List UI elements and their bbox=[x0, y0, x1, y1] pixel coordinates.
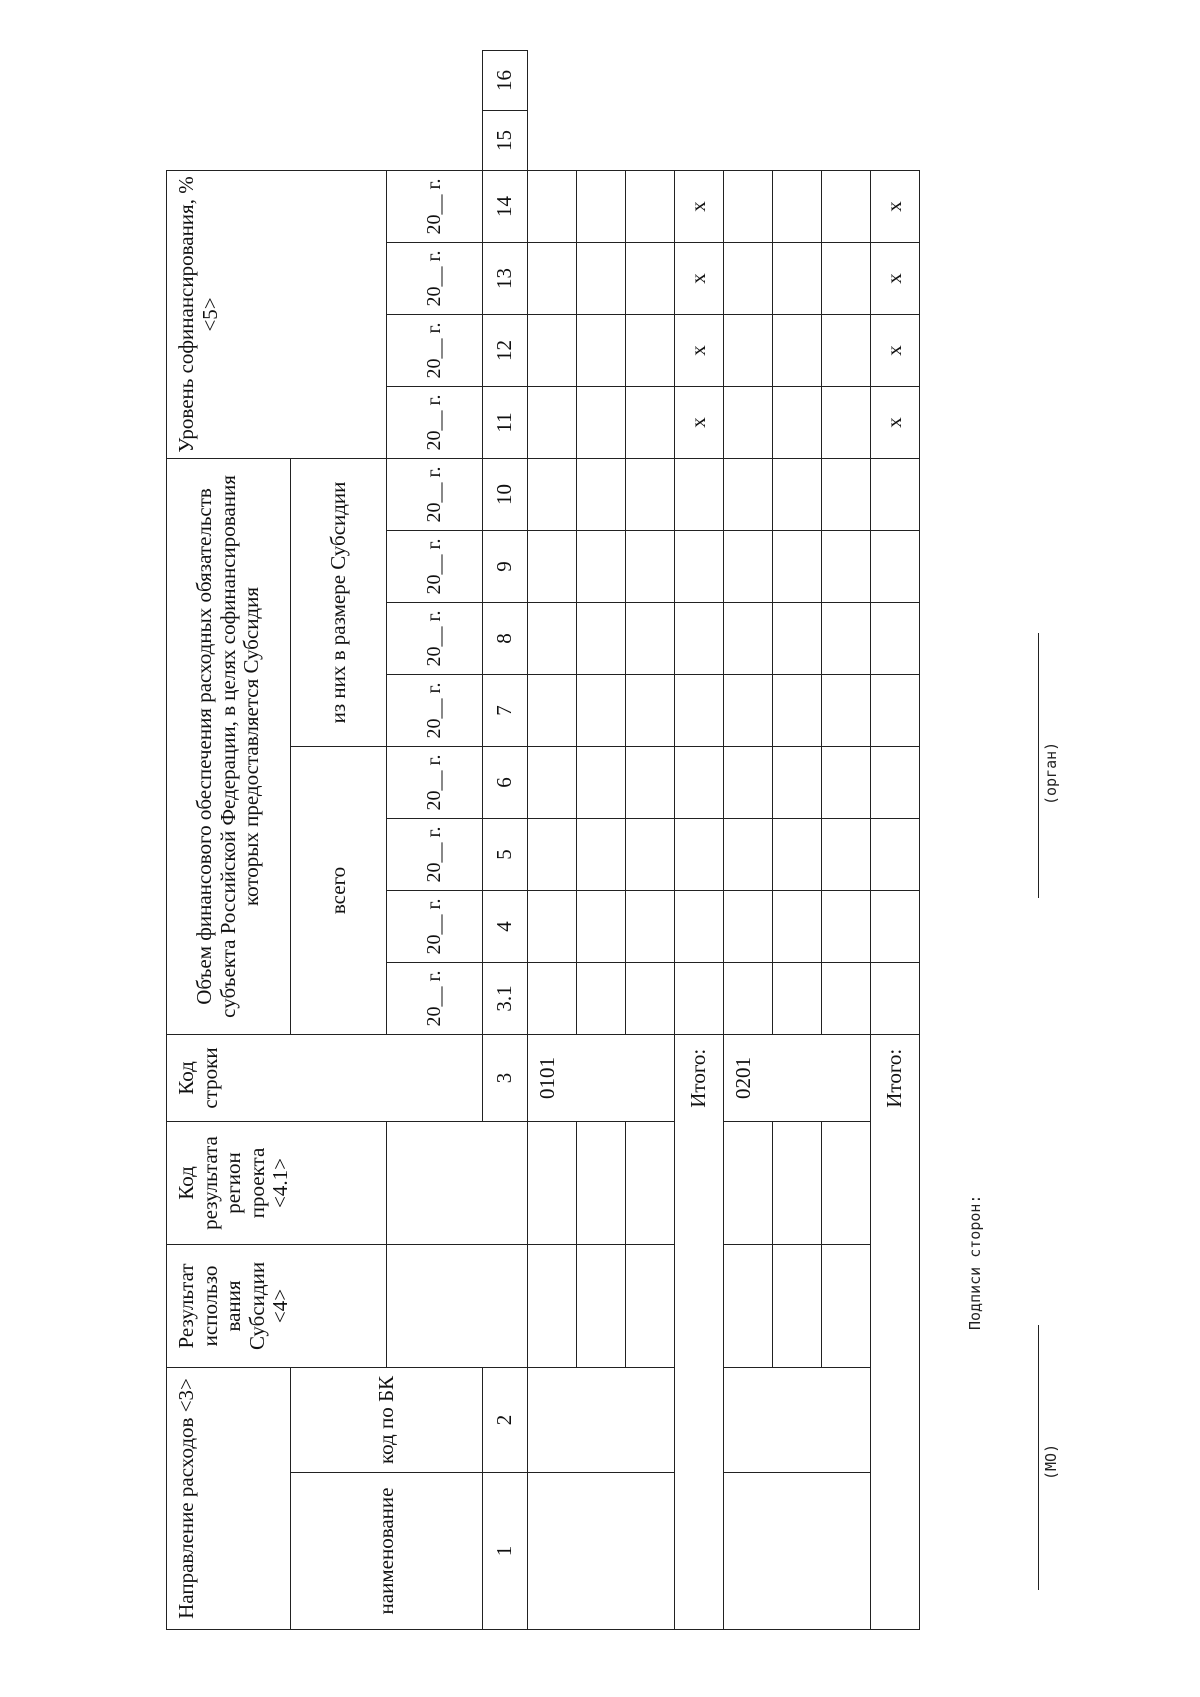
year-cell: 20__ г. bbox=[387, 386, 483, 458]
year-cell: 20__ г. bbox=[387, 458, 483, 530]
column-number: 7 bbox=[483, 674, 528, 746]
table-cell[interactable] bbox=[871, 746, 920, 818]
table-cell[interactable] bbox=[675, 674, 724, 746]
table-row bbox=[724, 51, 773, 1630]
table-cell[interactable] bbox=[822, 962, 871, 1034]
column-number: 4 bbox=[483, 890, 528, 962]
table-cell[interactable] bbox=[528, 602, 577, 674]
table-cell[interactable] bbox=[528, 170, 577, 242]
table-cell[interactable] bbox=[626, 962, 675, 1034]
table-cell[interactable] bbox=[626, 314, 675, 386]
na-mark: х bbox=[871, 314, 920, 386]
table-cell[interactable] bbox=[822, 818, 871, 890]
table-cell[interactable] bbox=[822, 1121, 871, 1244]
table-cell[interactable] bbox=[577, 314, 626, 386]
na-mark: х bbox=[871, 242, 920, 314]
table-cell[interactable] bbox=[724, 242, 773, 314]
table-cell[interactable] bbox=[528, 746, 577, 818]
column-number: 8 bbox=[483, 602, 528, 674]
table-cell[interactable] bbox=[871, 818, 920, 890]
table-cell[interactable] bbox=[626, 242, 675, 314]
table-cell[interactable] bbox=[822, 386, 871, 458]
table-cell[interactable] bbox=[626, 890, 675, 962]
table-cell[interactable] bbox=[675, 890, 724, 962]
table-cell[interactable] bbox=[822, 458, 871, 530]
column-number: 5 bbox=[483, 818, 528, 890]
year-cell: 20__ г. bbox=[387, 530, 483, 602]
cofinancing-table bbox=[166, 50, 920, 1630]
table-cell[interactable] bbox=[577, 674, 626, 746]
table-cell[interactable] bbox=[773, 530, 822, 602]
table-cell[interactable] bbox=[724, 170, 773, 242]
table-cell[interactable] bbox=[724, 818, 773, 890]
table-cell[interactable] bbox=[577, 458, 626, 530]
table-cell[interactable] bbox=[528, 458, 577, 530]
table-cell[interactable] bbox=[528, 962, 577, 1034]
total-label: Итого: bbox=[871, 1034, 920, 1121]
na-mark: х bbox=[871, 170, 920, 242]
table-cell[interactable] bbox=[577, 602, 626, 674]
table-cell[interactable] bbox=[822, 746, 871, 818]
na-mark: х bbox=[675, 170, 724, 242]
table-cell[interactable] bbox=[822, 530, 871, 602]
table-cell[interactable] bbox=[773, 674, 822, 746]
header-volume: Объем финансового обеспечения расходных обязательств субъекта Российской Федерации, в целях софинансирования которых предоставляется Субсидия bbox=[167, 458, 291, 1034]
table-cell[interactable] bbox=[773, 386, 822, 458]
signature-line-organ[interactable] bbox=[1038, 633, 1039, 898]
table-cell[interactable] bbox=[822, 1244, 871, 1367]
year-cell: 20__ г. bbox=[387, 242, 483, 314]
column-number: 3.1 bbox=[483, 962, 528, 1034]
table-cell[interactable] bbox=[577, 530, 626, 602]
table-cell[interactable] bbox=[528, 1121, 577, 1244]
signatures-title: Подписи сторон: bbox=[966, 1194, 984, 1330]
table-cell[interactable] bbox=[724, 602, 773, 674]
table-cell[interactable] bbox=[577, 170, 626, 242]
table-cell[interactable] bbox=[724, 746, 773, 818]
table-cell[interactable] bbox=[724, 1244, 773, 1367]
rotated-form bbox=[166, 40, 1060, 1630]
total-label: Итого: bbox=[675, 1034, 724, 1121]
table-cell[interactable] bbox=[773, 458, 822, 530]
table-cell[interactable] bbox=[626, 818, 675, 890]
table-cell[interactable] bbox=[871, 674, 920, 746]
table-cell[interactable] bbox=[724, 458, 773, 530]
table-cell[interactable] bbox=[626, 746, 675, 818]
table-cell[interactable] bbox=[577, 386, 626, 458]
year-cell: 20__ г. bbox=[387, 818, 483, 890]
total-row bbox=[871, 51, 920, 1630]
table-cell[interactable] bbox=[675, 818, 724, 890]
table-cell[interactable] bbox=[577, 746, 626, 818]
table-cell[interactable] bbox=[626, 170, 675, 242]
table-row bbox=[528, 51, 577, 1630]
table-cell[interactable] bbox=[773, 170, 822, 242]
table-cell[interactable] bbox=[773, 242, 822, 314]
table-cell[interactable] bbox=[724, 1473, 871, 1630]
table-cell[interactable] bbox=[528, 314, 577, 386]
column-number: 2 bbox=[483, 1367, 528, 1472]
table-cell[interactable] bbox=[528, 530, 577, 602]
table-cell[interactable] bbox=[724, 674, 773, 746]
table-cell[interactable] bbox=[773, 746, 822, 818]
line-code-cell: 0201 bbox=[724, 1034, 871, 1121]
table-cell[interactable] bbox=[773, 1121, 822, 1244]
table-cell[interactable] bbox=[822, 170, 871, 242]
table-cell[interactable] bbox=[773, 818, 822, 890]
year-cell: 20__ г. bbox=[387, 674, 483, 746]
table-cell[interactable] bbox=[871, 530, 920, 602]
total-row bbox=[675, 51, 724, 1630]
table-cell[interactable] bbox=[773, 314, 822, 386]
header-result-code: Код результата регион проекта <4.1> bbox=[167, 1121, 387, 1244]
table-cell[interactable] bbox=[724, 1367, 871, 1472]
na-mark: х bbox=[675, 386, 724, 458]
year-cell: 20__ г. bbox=[387, 170, 483, 242]
column-number: 9 bbox=[483, 530, 528, 602]
table-cell[interactable] bbox=[675, 458, 724, 530]
table-cell[interactable] bbox=[724, 314, 773, 386]
table-cell[interactable] bbox=[626, 674, 675, 746]
table-cell[interactable] bbox=[871, 962, 920, 1034]
signature-caption-organ: (орган) bbox=[1042, 741, 1060, 805]
signature-line-mo[interactable] bbox=[1038, 1325, 1039, 1590]
table-cell[interactable] bbox=[626, 386, 675, 458]
na-mark: х bbox=[675, 314, 724, 386]
column-number: 6 bbox=[483, 746, 528, 818]
table-cell[interactable] bbox=[773, 890, 822, 962]
header-result: Результат использо вания Субсидии <4> bbox=[167, 1244, 387, 1367]
header-total: всего bbox=[291, 746, 387, 1034]
year-cell: 20__ г. bbox=[387, 314, 483, 386]
table-cell[interactable] bbox=[675, 962, 724, 1034]
column-number: 10 bbox=[483, 458, 528, 530]
year-cell: 20__ г. bbox=[387, 890, 483, 962]
table-cell[interactable] bbox=[528, 1367, 675, 1472]
header-bk-code: код по БК bbox=[291, 1367, 483, 1472]
column-number: 3 bbox=[483, 1034, 528, 1121]
table-cell[interactable] bbox=[528, 242, 577, 314]
table-cell[interactable] bbox=[528, 386, 577, 458]
table-cell[interactable] bbox=[577, 242, 626, 314]
table-cell[interactable] bbox=[626, 602, 675, 674]
table-cell[interactable] bbox=[724, 1121, 773, 1244]
table-cell[interactable] bbox=[724, 530, 773, 602]
table-cell[interactable] bbox=[528, 674, 577, 746]
column-number: 14 bbox=[483, 170, 528, 242]
table-cell[interactable] bbox=[822, 674, 871, 746]
table-cell[interactable] bbox=[577, 818, 626, 890]
table-cell[interactable] bbox=[773, 602, 822, 674]
header-name: наименование bbox=[291, 1473, 483, 1630]
header-expense-direction: Направление расходов <3> bbox=[167, 1367, 291, 1629]
table-cell[interactable] bbox=[822, 602, 871, 674]
table-cell[interactable] bbox=[675, 746, 724, 818]
table-cell[interactable] bbox=[724, 890, 773, 962]
table-cell[interactable] bbox=[822, 314, 871, 386]
table-cell[interactable] bbox=[528, 1473, 675, 1630]
table-cell[interactable] bbox=[724, 386, 773, 458]
table-cell[interactable] bbox=[577, 1244, 626, 1367]
column-number: 11 bbox=[483, 386, 528, 458]
column-number: 12 bbox=[483, 314, 528, 386]
table-cell[interactable] bbox=[626, 530, 675, 602]
table-cell[interactable] bbox=[675, 530, 724, 602]
table-cell[interactable] bbox=[724, 962, 773, 1034]
na-mark: х bbox=[871, 386, 920, 458]
header-of-which: из них в размере Субсидии bbox=[291, 458, 387, 746]
table-cell[interactable] bbox=[626, 458, 675, 530]
table-cell[interactable] bbox=[675, 602, 724, 674]
table-cell[interactable] bbox=[626, 1121, 675, 1244]
year-cell: 20__ г. bbox=[387, 602, 483, 674]
column-number: 15 bbox=[483, 110, 528, 170]
table-cell[interactable] bbox=[577, 962, 626, 1034]
line-code-cell: 0101 bbox=[528, 1034, 675, 1121]
header-cofinancing: Уровень софинансирования, % <5> bbox=[167, 170, 387, 458]
year-cell: 20__ г. bbox=[387, 746, 483, 818]
table-cell[interactable] bbox=[773, 962, 822, 1034]
column-number: 13 bbox=[483, 242, 528, 314]
table-cell[interactable] bbox=[822, 890, 871, 962]
column-number: 1 bbox=[483, 1473, 528, 1630]
year-cell: 20__ г. bbox=[387, 962, 483, 1034]
header-line-code: Код строки bbox=[167, 1034, 483, 1121]
table-cell[interactable] bbox=[773, 1244, 822, 1367]
table-cell[interactable] bbox=[528, 1244, 577, 1367]
table-cell[interactable] bbox=[528, 818, 577, 890]
table-cell[interactable] bbox=[626, 1244, 675, 1367]
table-cell[interactable] bbox=[871, 890, 920, 962]
column-number: 16 bbox=[483, 51, 528, 111]
table-cell[interactable] bbox=[871, 458, 920, 530]
signatures-block bbox=[966, 40, 1060, 1630]
table-cell[interactable] bbox=[577, 1121, 626, 1244]
na-mark: х bbox=[675, 242, 724, 314]
table-cell[interactable] bbox=[528, 890, 577, 962]
table-cell[interactable] bbox=[871, 602, 920, 674]
signature-caption-mo: (МО) bbox=[1042, 1443, 1060, 1480]
table-cell[interactable] bbox=[822, 242, 871, 314]
table-cell[interactable] bbox=[577, 890, 626, 962]
